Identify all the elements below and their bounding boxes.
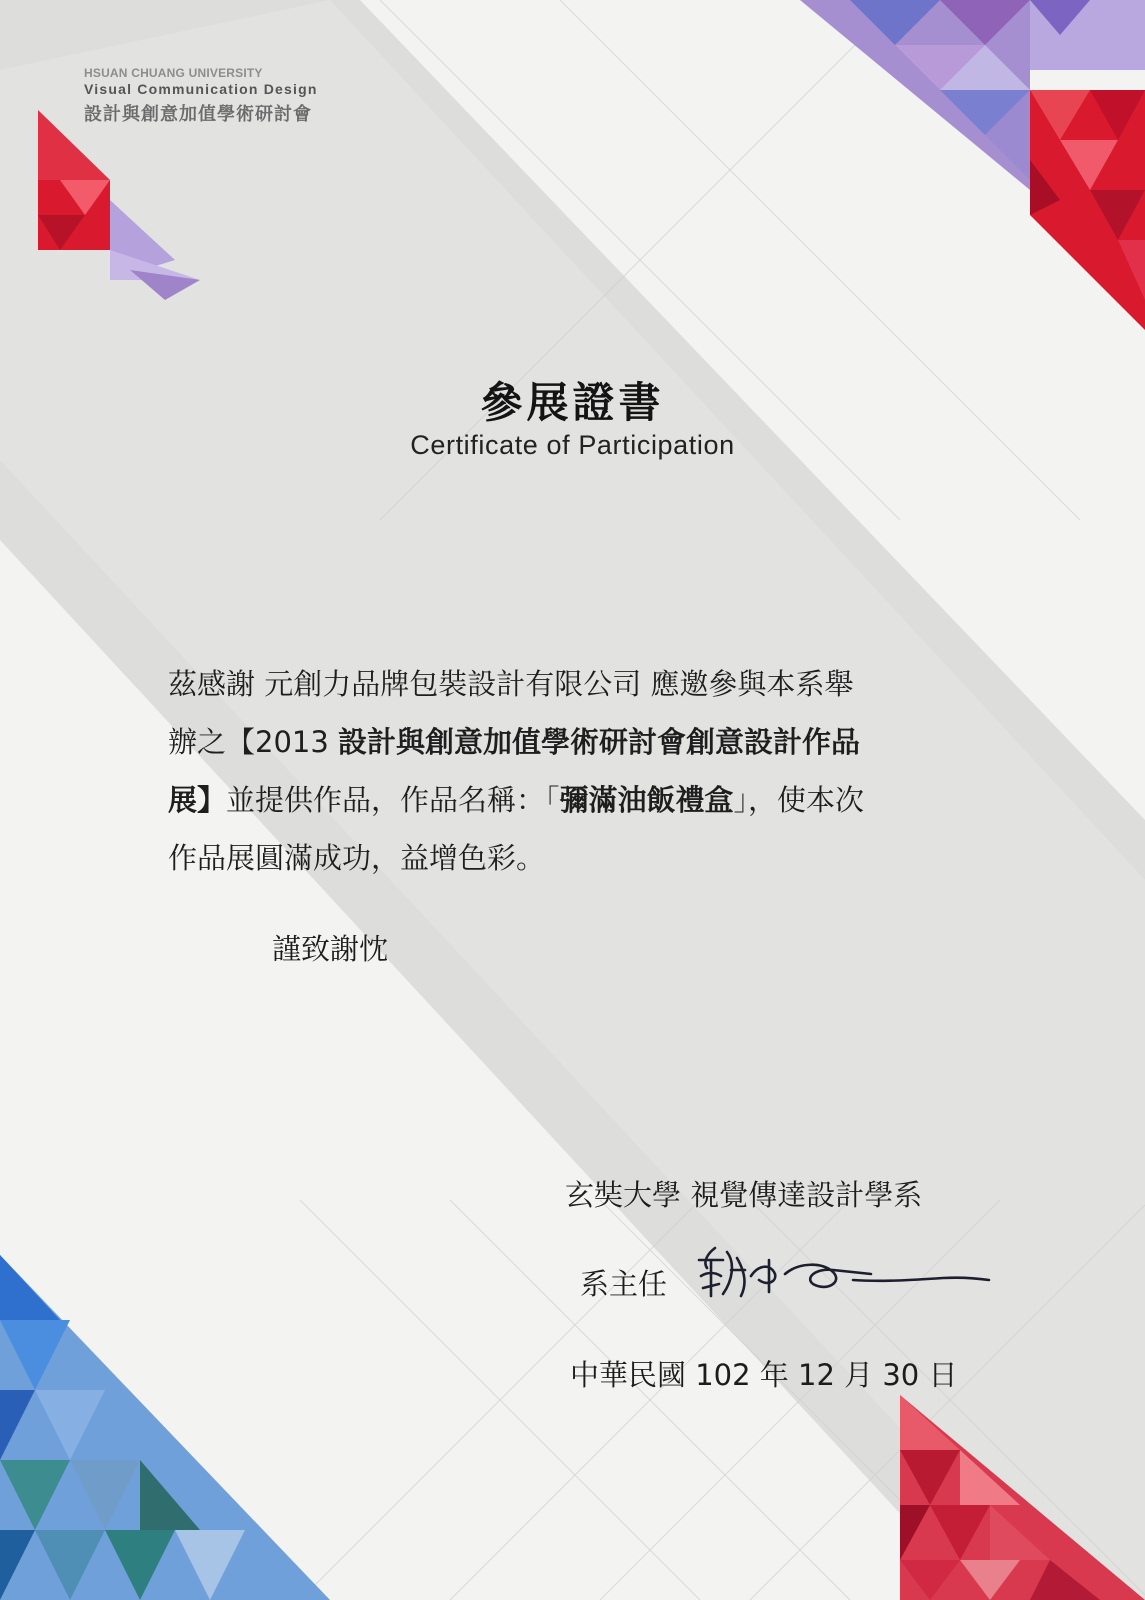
- mosaic-bottom-left: [0, 1255, 330, 1600]
- work-name: 彌滿油飯禮盒: [559, 783, 734, 817]
- body-line-3-mid: 並提供作品，作品名稱：「: [226, 783, 560, 817]
- issuer: 玄奘大學 視覺傳達設計學系: [565, 1178, 923, 1212]
- handwritten-signature: [693, 1240, 993, 1310]
- body-line-2-event: 設計與創意加值學術研討會創意設計作品: [338, 725, 861, 759]
- mosaic-top-right-red: [1030, 90, 1145, 330]
- body-line-3-end: 」，使本次: [733, 783, 865, 817]
- issue-date: 中華民國 102 年 12 月 30 日: [570, 1358, 958, 1392]
- university-name: HSUAN CHUANG UNIVERSITY: [84, 66, 263, 80]
- signature-role: 系主任: [580, 1267, 668, 1301]
- body-line-2: [168, 713, 1018, 771]
- event-name: 設計與創意加值學術研討會: [84, 104, 312, 125]
- body-line-1: 茲感謝 元創力品牌包裝設計有限公司 應邀參與本系舉: [168, 667, 854, 701]
- body-line-4: 作品展圓滿成功，益增色彩。: [168, 841, 546, 875]
- certificate-body: [168, 655, 1018, 887]
- body-line-3: [168, 771, 1018, 829]
- body-line-2-prefix: 辦之【2013: [168, 725, 339, 759]
- body-line-3-start: 展】: [168, 783, 227, 817]
- certificate-title: 參展證書: [480, 378, 665, 427]
- department-name: Visual Communication Design: [84, 81, 318, 97]
- closing-text: 謹致謝忱: [272, 932, 389, 966]
- certificate-subtitle: Certificate of Participation: [410, 430, 735, 460]
- header-logo: [84, 66, 318, 126]
